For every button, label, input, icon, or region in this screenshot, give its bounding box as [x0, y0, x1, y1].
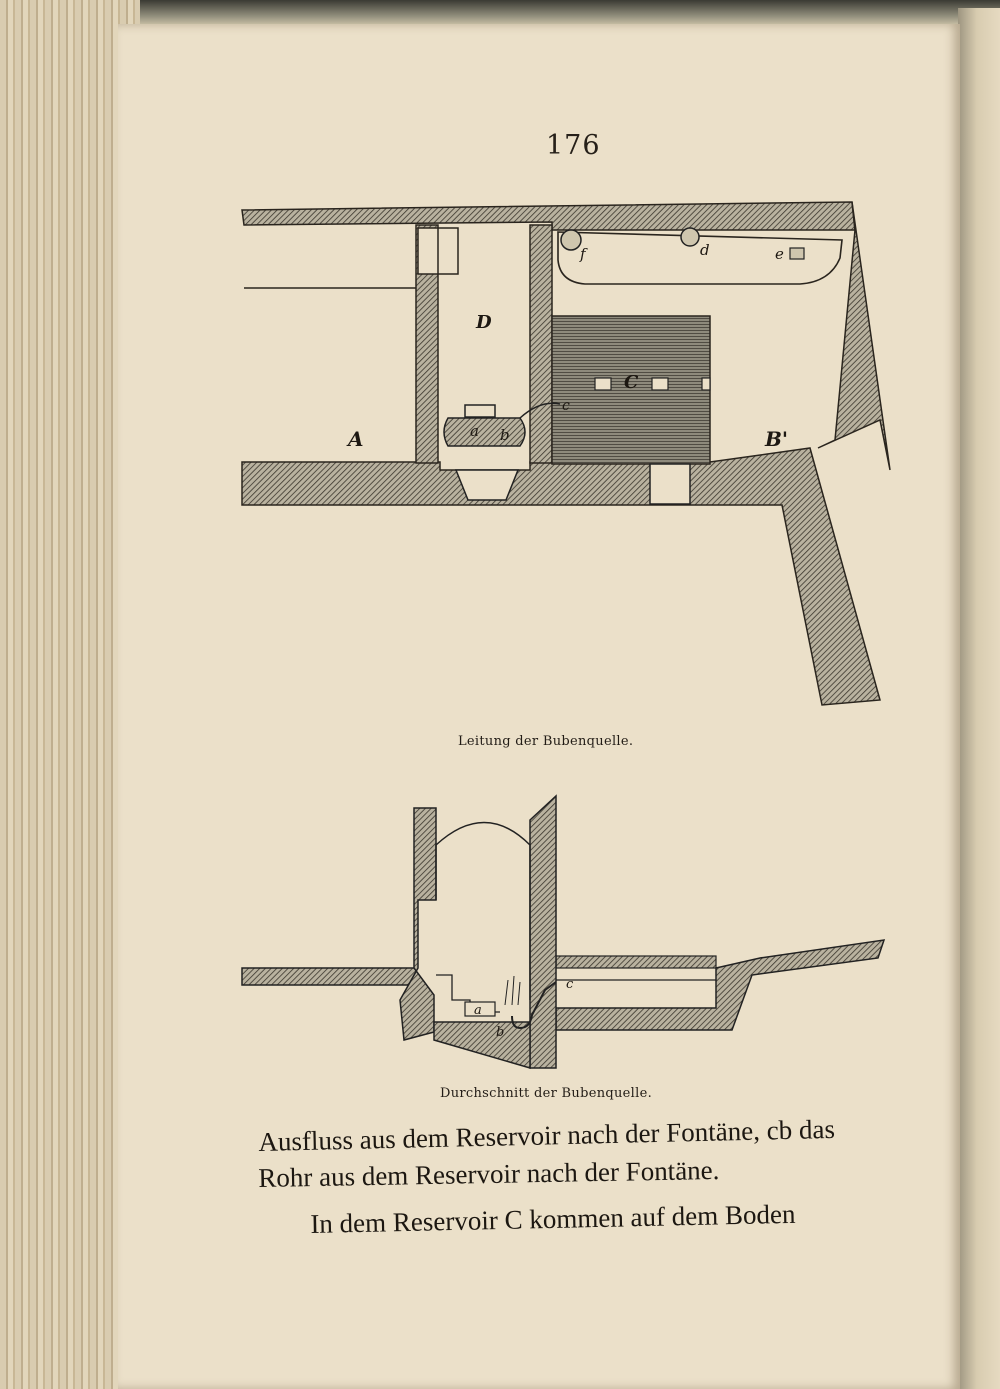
label-d: d	[700, 241, 710, 259]
label-b: b	[500, 426, 510, 444]
section-channel	[556, 956, 716, 968]
label-B: B'	[765, 427, 789, 451]
figure2-caption: Durchschnitt der Bubenquelle.	[440, 1086, 653, 1101]
figure1-caption: Leitung der Bubenquelle.	[458, 734, 634, 749]
label-D: D	[476, 312, 492, 333]
section-arch	[436, 823, 530, 1001]
section-ground-left	[242, 968, 416, 985]
section-label-b: b	[496, 1025, 505, 1040]
label-e: e	[775, 245, 784, 263]
section-wall-left	[400, 808, 436, 1040]
section-ground-right	[556, 940, 884, 1030]
section-floor	[434, 1022, 530, 1068]
label-c: c	[562, 398, 570, 414]
body-line-1: Ausfluss aus dem Reservoir nach der Fontäne, cb das	[258, 1113, 836, 1157]
label-A: A	[348, 427, 364, 451]
label-a: a	[470, 422, 479, 440]
label-f: f	[580, 245, 586, 263]
page-number: 176	[546, 130, 601, 161]
section-wall-right	[530, 796, 556, 1068]
label-C: C	[624, 372, 639, 393]
section-label-c: c	[566, 977, 574, 992]
section-label-a: a	[474, 1003, 482, 1018]
body-line-3: In dem Reservoir C kommen auf dem Boden	[310, 1198, 796, 1239]
body-line-2: Rohr aus dem Reservoir nach der Fontäne.	[258, 1154, 720, 1193]
